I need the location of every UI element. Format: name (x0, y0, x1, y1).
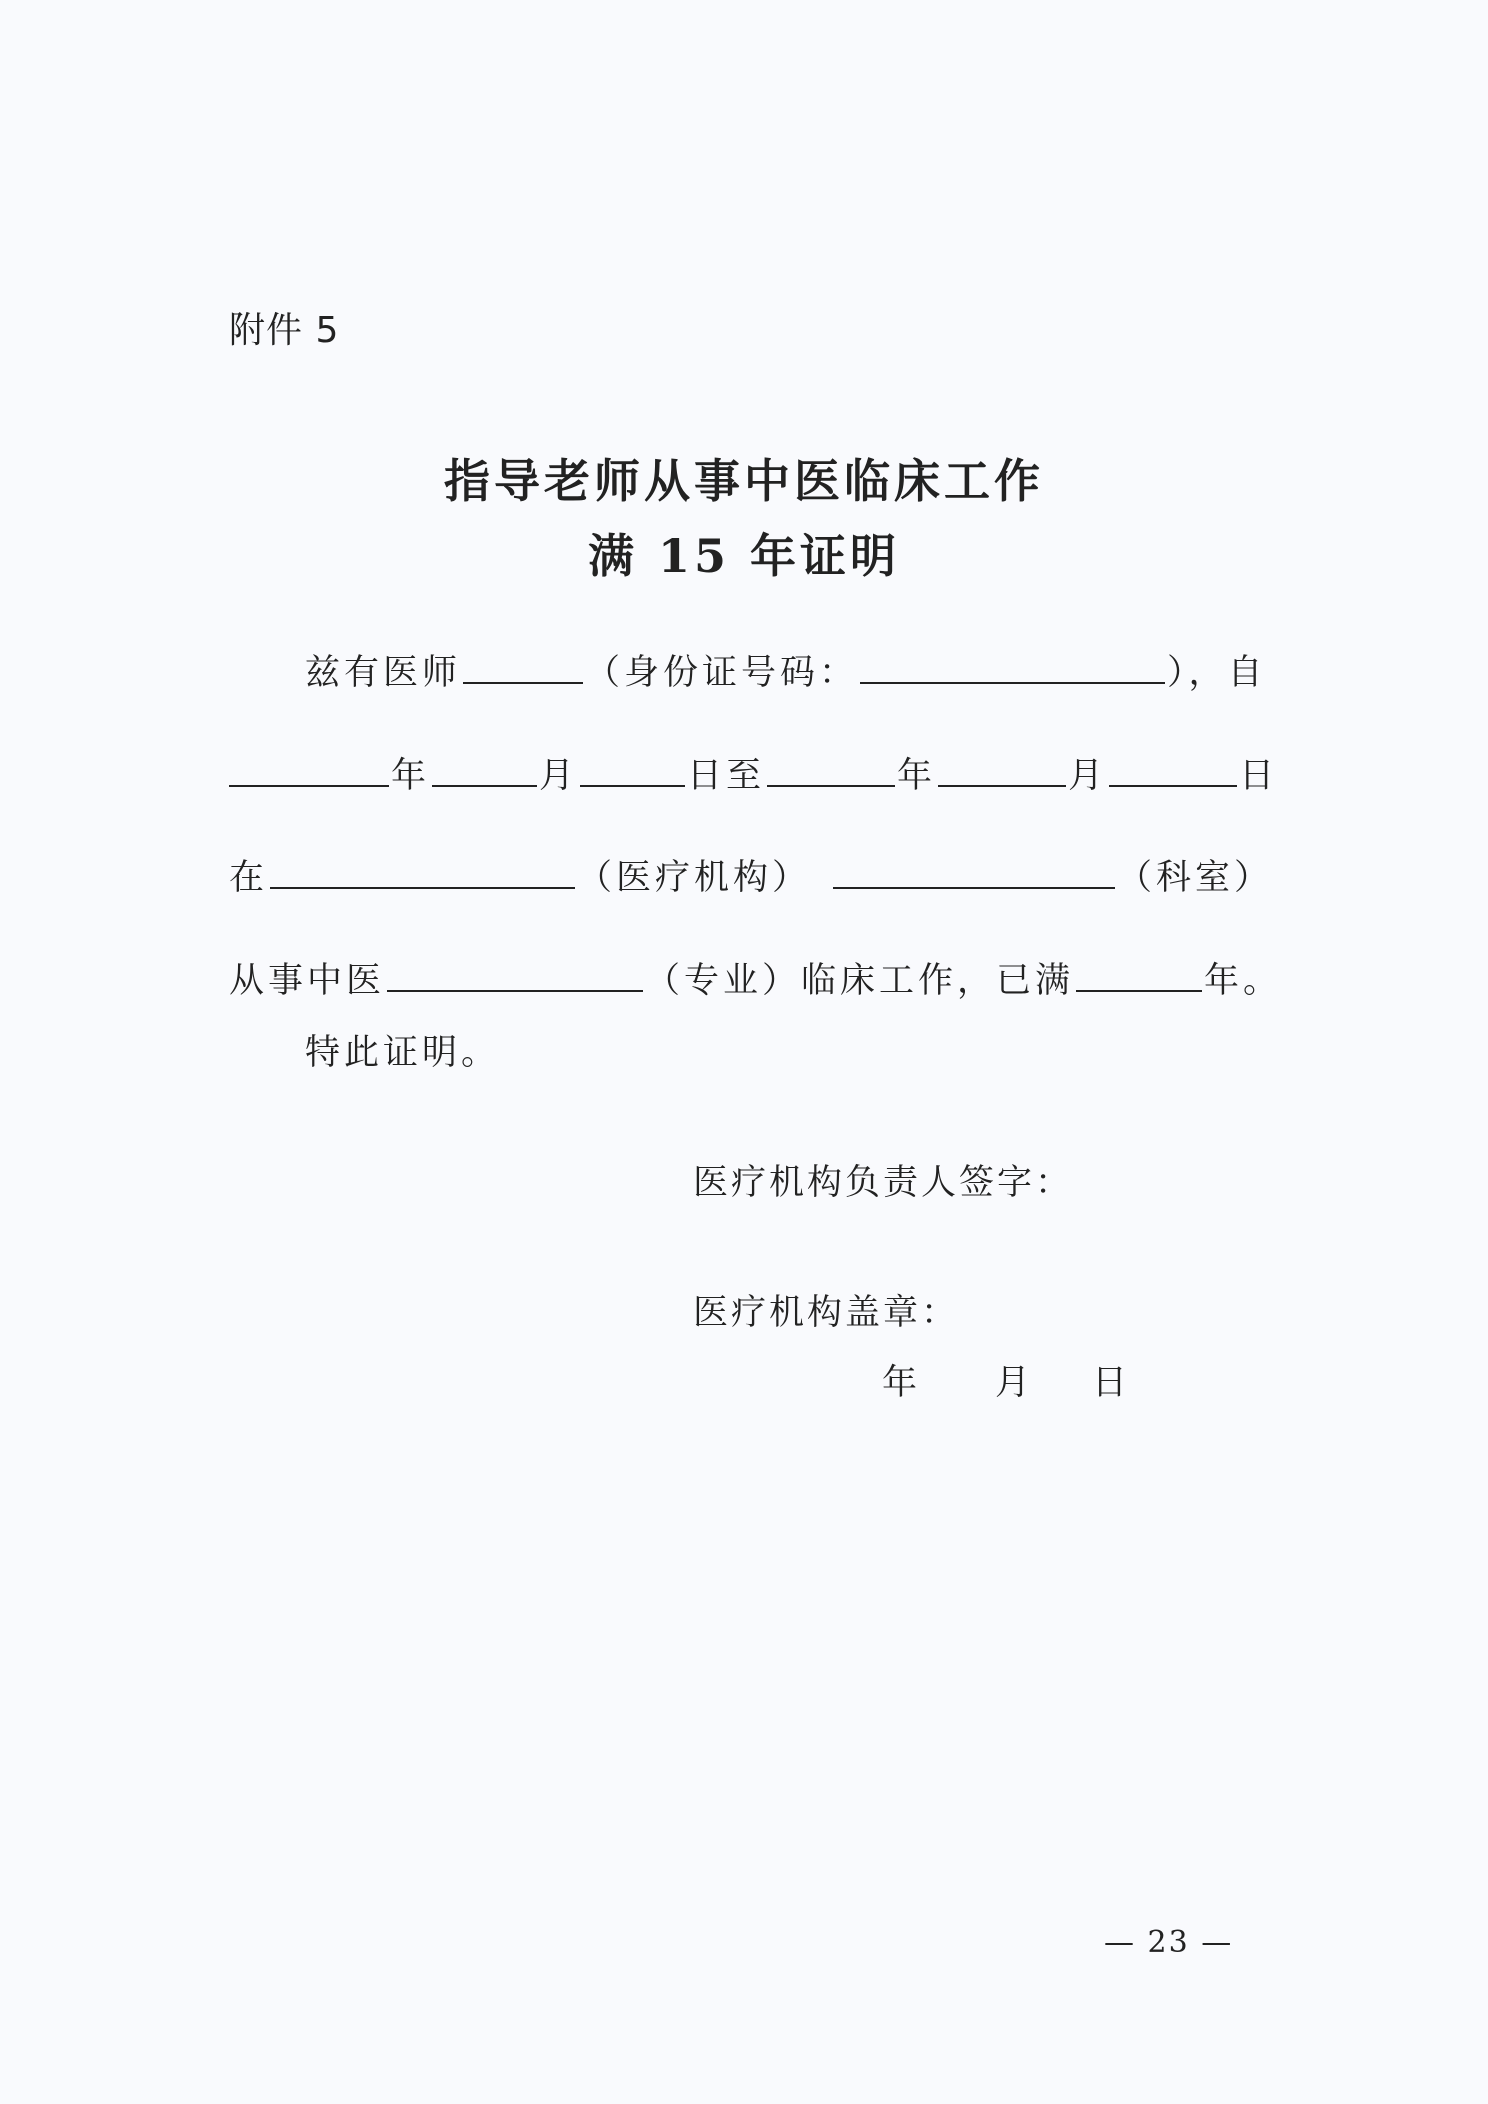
seal-label: 医疗机构盖章： (693, 1293, 960, 1333)
date-year-label: 年 (882, 1363, 921, 1403)
text-day-to: 日至 (687, 756, 766, 796)
text-specialty-work: （专业）临床工作，已满 (645, 961, 1075, 1001)
text-month: 月 (539, 756, 579, 796)
physician-name-blank[interactable] (463, 652, 583, 684)
end-month-blank[interactable] (938, 755, 1066, 787)
text-id-number: （身份证号码： (585, 653, 859, 693)
text-at: 在 (229, 858, 269, 898)
id-number-blank[interactable] (860, 652, 1165, 684)
body-line-3 (229, 850, 1273, 900)
department-blank[interactable] (833, 857, 1115, 889)
text-from: ），自 (1167, 653, 1267, 693)
attachment-label: 附件 5 (229, 310, 340, 351)
title-line-2: 满 15 年证明 (587, 529, 901, 583)
body-line-2 (229, 748, 1278, 798)
title-line-1: 指导老师从事中医临床工作 (444, 454, 1044, 508)
text-physician: 兹有医师 (305, 653, 462, 693)
start-month-blank[interactable] (432, 755, 537, 787)
date-day-label: 日 (1092, 1363, 1131, 1403)
body-line-4 (229, 953, 1282, 1003)
years-blank[interactable] (1076, 960, 1202, 992)
body-line-5: 特此证明。 (305, 1033, 501, 1073)
date-month-label: 月 (995, 1363, 1034, 1403)
text-engaged-tcm: 从事中医 (229, 961, 386, 1001)
start-year-blank[interactable] (229, 755, 389, 787)
body-line-1 (229, 645, 1267, 695)
specialty-blank[interactable] (387, 960, 643, 992)
text-department: （科室） (1117, 858, 1274, 898)
end-day-blank[interactable] (1109, 755, 1237, 787)
page-number: — 23 — (1104, 1925, 1234, 1960)
text-year: 年 (391, 756, 431, 796)
signature-label: 医疗机构负责人签字： (693, 1163, 1074, 1203)
text-years: 年。 (1204, 961, 1283, 1001)
text-day-2: 日 (1239, 756, 1279, 796)
start-day-blank[interactable] (580, 755, 685, 787)
text-year-2: 年 (897, 756, 937, 796)
text-month-2: 月 (1068, 756, 1108, 796)
text-institution: （医疗机构） (577, 858, 812, 898)
end-year-blank[interactable] (767, 755, 895, 787)
institution-blank[interactable] (270, 857, 575, 889)
